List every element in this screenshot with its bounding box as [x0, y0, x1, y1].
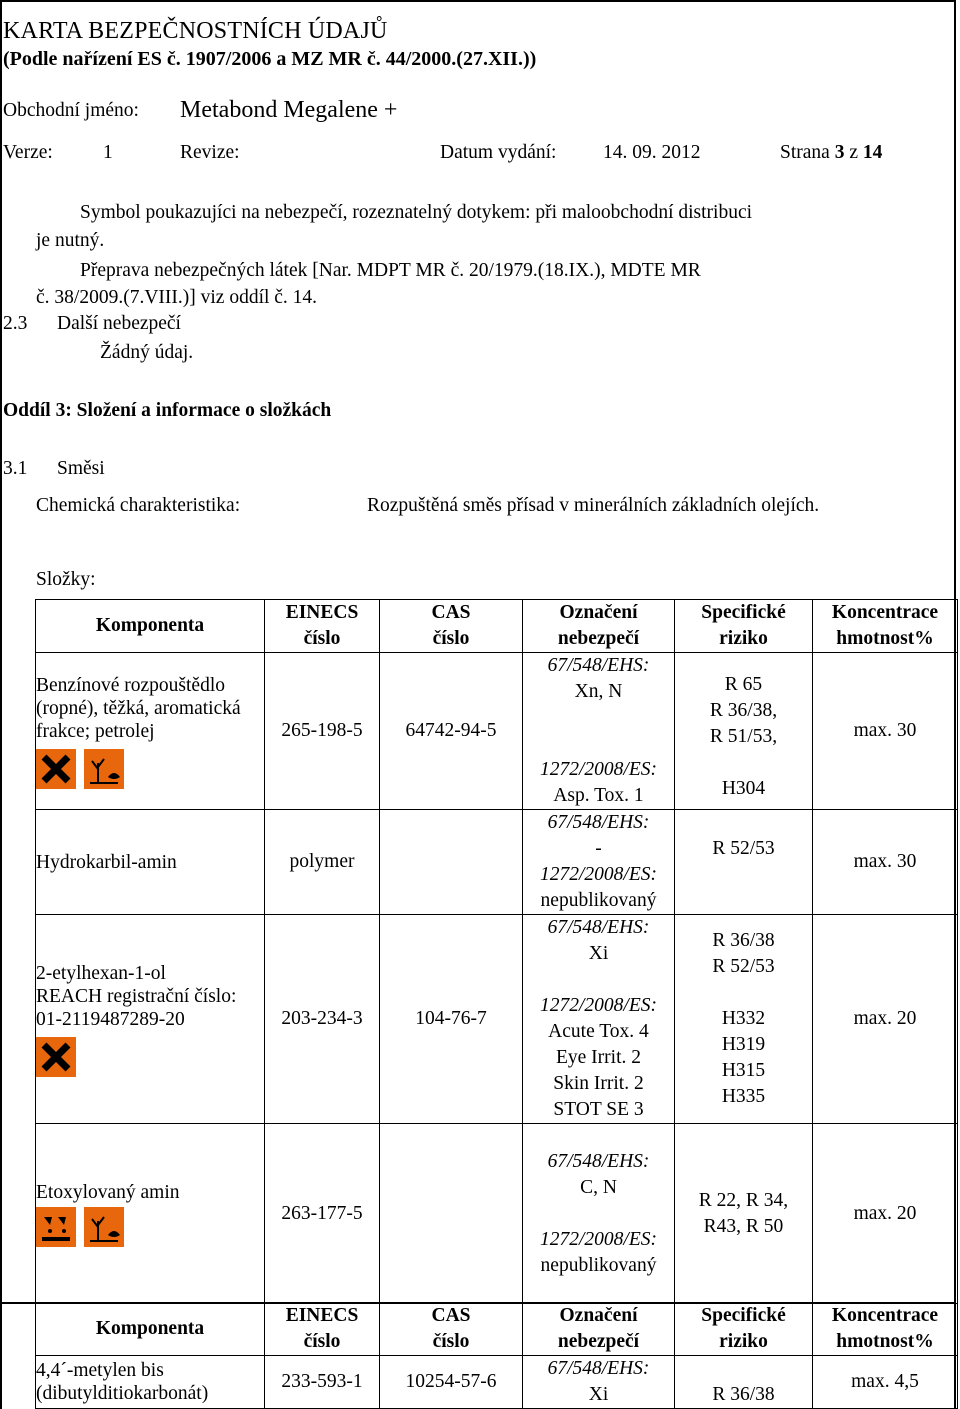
- header-risk: Specifické riziko: [675, 1303, 813, 1356]
- component-name: 4,4´-metylen bis (dibutylditiokarbonát): [36, 1356, 265, 1409]
- cas-value: 104-76-7: [380, 915, 523, 1124]
- text-line: je nutný.: [36, 230, 105, 251]
- einecs-value: 203-234-3: [265, 915, 380, 1124]
- einecs-value: 263-177-5: [265, 1124, 380, 1304]
- specific-risk: R 22, R 34, R43, R 50: [675, 1124, 813, 1304]
- table-row: [36, 810, 958, 915]
- document-title: KARTA BEZPEČNOSTNÍCH ÚDAJŮ: [3, 18, 388, 44]
- component-name: Benzínové rozpouštědlo (ropné), těžká, aromatická frakce; petrolej: [36, 653, 265, 810]
- harmful-x-icon: [36, 749, 76, 789]
- page-indicator: Strana 3 z 14: [780, 142, 883, 163]
- components-label: Složky:: [36, 569, 96, 590]
- concentration-value: max. 20: [813, 1124, 958, 1304]
- section-heading: Další nebezpečí: [57, 313, 181, 334]
- text-line: Symbol poukazujíci na nebezpečí, rozeznatelný dotykem: při maloobchodní distribuci: [80, 202, 753, 223]
- harmful-x-icon: [36, 1037, 76, 1077]
- concentration-value: max. 4,5: [813, 1356, 958, 1409]
- hazard-classification: 67/548/EHS: - 1272/2008/ES: nepublikovaný: [523, 810, 675, 915]
- environment-hazard-icon: [84, 749, 124, 789]
- specific-risk: R 36/38 R 52/53 H332 H319 H315 H335: [675, 915, 813, 1124]
- trade-name-label: Obchodní jméno:: [3, 100, 139, 121]
- version-value: 1: [103, 142, 113, 163]
- specific-risk: R 36/38: [675, 1356, 813, 1409]
- header-component: Komponenta: [36, 1303, 265, 1356]
- table-row: [36, 1356, 958, 1409]
- specific-risk: R 52/53: [675, 810, 813, 915]
- component-name: 2-etylhexan-1-ol REACH registrační číslo: 01-2119487289-20: [36, 915, 265, 1124]
- header-hazard: Označení nebezpečí: [523, 600, 675, 653]
- table-row: [36, 915, 958, 1124]
- document-subtitle: (Podle nařízení ES č. 1907/2006 a MZ MR č. 44/2000.(27.XII.)): [3, 48, 537, 70]
- hazard-classification: 67/548/EHS: Xn, N 1272/2008/ES: Asp. Tox. 1: [523, 653, 675, 810]
- component-name: Etoxylovaný amin: [36, 1124, 265, 1304]
- chem-characteristic-value: Rozpuštěná směs přísad v minerálních základních olejích.: [367, 495, 820, 516]
- section-number: 2.3: [3, 313, 28, 334]
- table-header-row: [36, 1303, 958, 1356]
- hazard-classification: 67/548/EHS: Xi 1272/2008/ES: Acute Tox. 4 Eye Irrit. 2 Skin Irrit. 2 STOT SE 3: [523, 915, 675, 1124]
- version-label: Verze:: [3, 142, 53, 163]
- components-table: [35, 599, 958, 1304]
- hazard-classification: 67/548/EHS: Xi: [523, 1356, 675, 1409]
- section-text: Žádný údaj.: [100, 342, 194, 363]
- chem-characteristic-label: Chemická charakteristika:: [36, 495, 241, 516]
- header-einecs: EINECS číslo: [265, 1303, 380, 1356]
- header-einecs: EINECS číslo: [265, 600, 380, 653]
- header-cas: CAS číslo: [380, 600, 523, 653]
- section-number: 3.1: [3, 458, 28, 479]
- table-header-row: [36, 600, 958, 653]
- hazard-classification: 67/548/EHS: C, N 1272/2008/ES: nepublikovaný: [523, 1124, 675, 1304]
- environment-hazard-icon: [84, 1207, 124, 1247]
- trade-name: Metabond Megalene +: [180, 97, 398, 123]
- concentration-value: max. 30: [813, 653, 958, 810]
- concentration-value: max. 20: [813, 915, 958, 1124]
- einecs-value: 233-593-1: [265, 1356, 380, 1409]
- cas-value: 64742-94-5: [380, 653, 523, 810]
- component-name: Hydrokarbil-amin: [36, 810, 265, 915]
- corrosive-icon: [36, 1207, 76, 1247]
- text-line: č. 38/2009.(7.VIII.)] viz oddíl č. 14.: [36, 287, 318, 308]
- issue-date-label: Datum vydání:: [440, 142, 557, 163]
- header-concentration: Koncentrace hmotnost%: [813, 1303, 958, 1356]
- header-component: Komponenta: [36, 600, 265, 653]
- cas-value: [380, 810, 523, 915]
- cas-value: 10254-57-6: [380, 1356, 523, 1409]
- specific-risk: R 65 R 36/38, R 51/53, H304: [675, 653, 813, 810]
- header-hazard: Označení nebezpečí: [523, 1303, 675, 1356]
- revision-label: Revize:: [180, 142, 240, 163]
- header-concentration: Koncentrace hmotnost%: [813, 600, 958, 653]
- einecs-value: polymer: [265, 810, 380, 915]
- einecs-value: 265-198-5: [265, 653, 380, 810]
- issue-date: 14. 09. 2012: [603, 142, 701, 163]
- text-line: Přeprava nebezpečných látek [Nar. MDPT MR č. 20/1979.(18.IX.), MDTE MR: [80, 260, 701, 281]
- left-border: [0, 198, 2, 1409]
- section-heading: Směsi: [57, 458, 105, 479]
- header-risk: Specifické riziko: [675, 600, 813, 653]
- section-title: Oddíl 3: Složení a informace o složkách: [3, 400, 332, 421]
- cas-value: [380, 1124, 523, 1304]
- concentration-value: max. 30: [813, 810, 958, 915]
- header-cas: CAS číslo: [380, 1303, 523, 1356]
- components-table-continued: [35, 1303, 958, 1409]
- table-row: [36, 1124, 958, 1304]
- table-row: [36, 653, 958, 810]
